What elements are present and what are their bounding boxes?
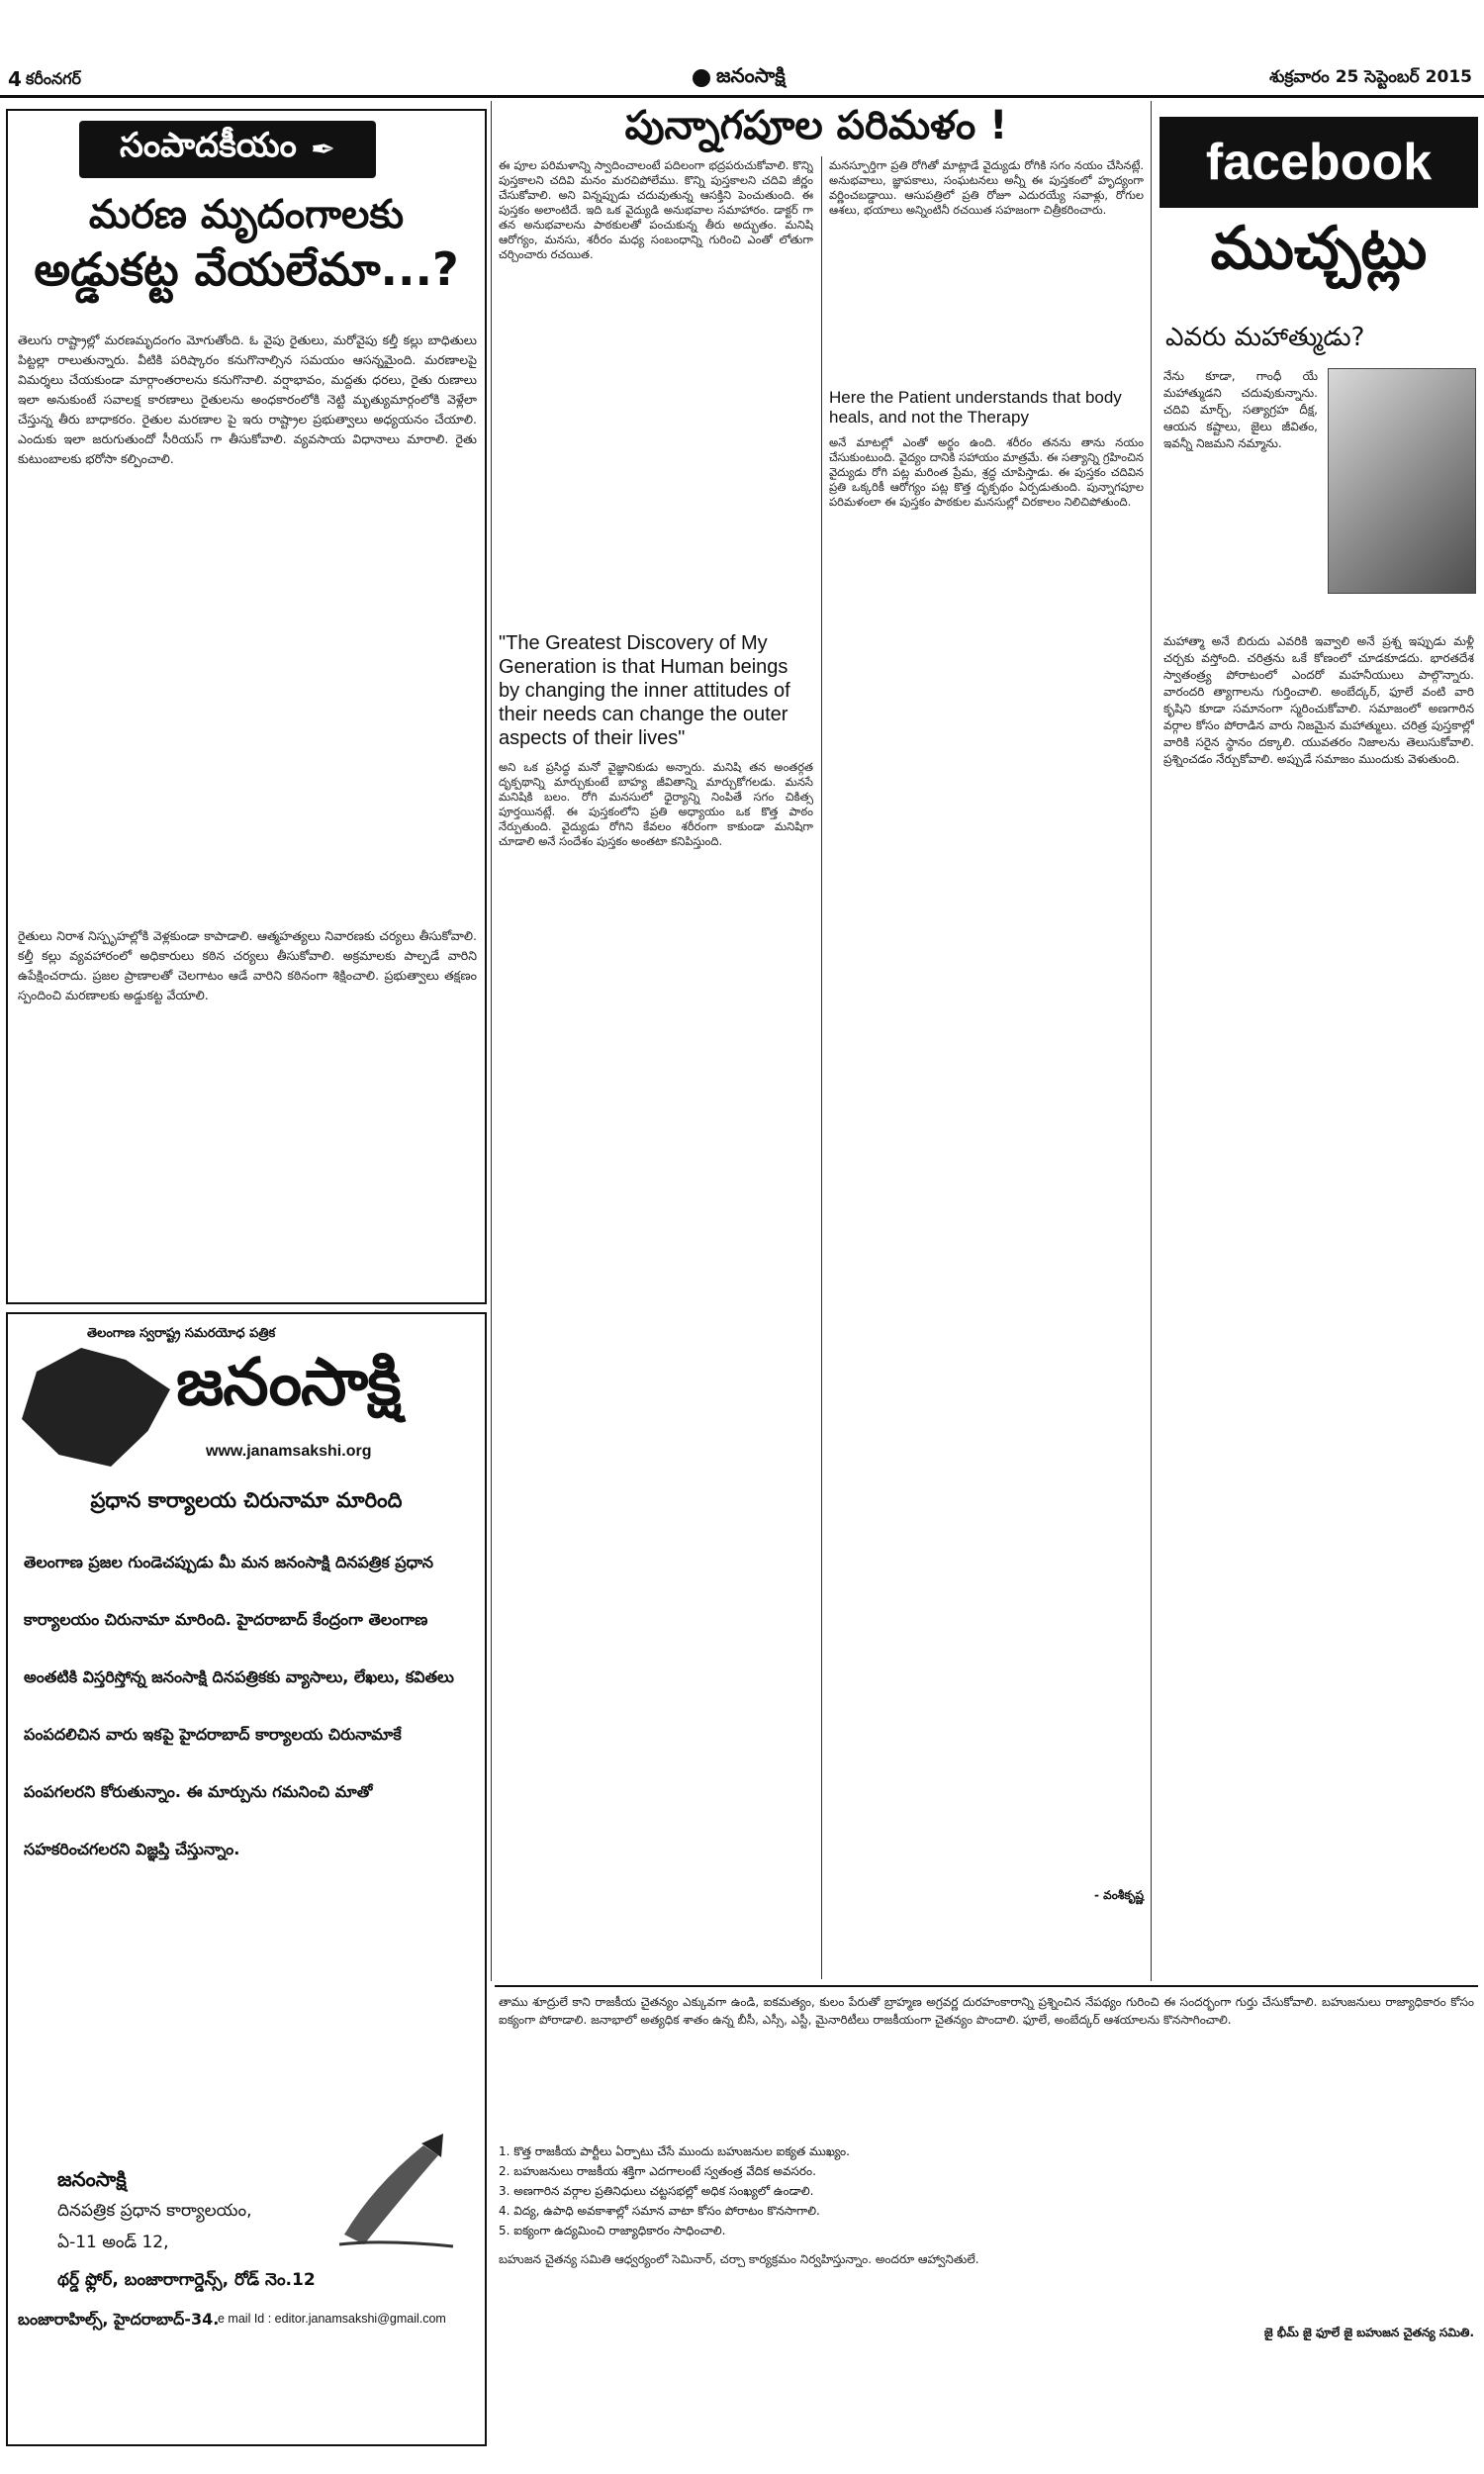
ad-address-line1: దినపత్రిక ప్రధాన కార్యాలయం, [57, 2201, 252, 2221]
address-change-ad [6, 1312, 487, 2446]
editorial-body-p1: తెలుగు రాష్ట్రాల్లో మరణమృదంగం మోగుతోంది. ఓ వైపు రైతులు, మరోవైపు కల్తీ కల్లు బాధితులు పిట్టల్లా రాలుతున్నారు. వీటికి పరిష్కారం కనుగొనాల్సిన సమయం ఆసన్నమైంది. మరణాలపై విమర్శలు చేయకుండా మార్గాంతరాలను కనుగొనాలి. వర్షాభావం, మద్దతు ధరలు, రైతు రుణాలు ఇలా అనుకుంటే సవాలక్ష కారణాలు రైతులను అంధకారంలోకి నెట్టి మృత్యుమార్గంలోకి వెళ్లేలా చేస్తున్న తీరు బాధాకరం. రైతుల మరణాల పై ఇరు రాష్ట్రాల ప్రభుత్వాలు అధ్యయనం చేయాలి. ఎందుకు ఇలా జరుగుతుందో సీరియస్ గా తీసుకోవాలి. వ్యవసాయ విధానాలు మారాలి. రైతు కుటుంబాలకు భరోసా కల్పించాలి. [18, 333, 477, 466]
right-subtitle: ఎవరు మహాత్ముడు? [1165, 323, 1365, 352]
center-col1-text: ఈ పూల పరిమళాన్ని స్వాదించాలంటే పదిలంగా భద్రపరుచుకోవాలి. కొన్ని పుస్తకాలని చదివి మనం మరచిపోలేము. కొన్ని పుస్తకాలని చదివి జీర్ణం చేసుకోవాలి. అని విన్నప్పుడు చదువుతున్న ఆసక్తిని పెంచుతుంది. ఈ పుస్తకం అలాంటిదే. ఇది ఒక వైద్యుడి అనుభవాల సమాహారం. డాక్టర్ గా తన అనుభవాలను పాఠకులతో పంచుకున్న తీరు అద్భుతం. మనిషి ఆరోగ్యం, మనసు, శరీరం మధ్య సంబంధాన్ని గురించి ఎంతో లోతుగా చర్చించారు రచయిత. [499, 158, 813, 261]
issue-date: శుక్రవారం 25 సెప్టెంబర్ 2015 [1269, 67, 1472, 87]
column-rule-left [491, 101, 492, 1981]
center-col1-text2: అని ఒక ప్రసిద్ధ మనో వైజ్ఞానికుడు అన్నారు. మనిషి తన అంతర్గత దృక్పథాన్ని మార్చుకుంటే బాహ్య జీవితాన్ని మార్చుకోగలడు. మనసే మనిషికి బలం. రోగి మనసులో ధైర్యాన్ని నింపితే సగం చికిత్స పూర్తయినట్లే. ఈ పుస్తకంలోని ప్రతి అధ్యాయం ఒక కొత్త పాఠం నేర్పుతుంది. వైద్యుడు రోగిని కేవలం శరీరంగా కాకుండా మనిషిగా చూడాలి అనే సందేశం పుస్తకం అంతటా కనిపిస్తుంది. [499, 760, 813, 848]
editorial-body-p2: రైతులు నిరాశ నిస్పృహల్లోకి వెళ్లకుండా కాపాడాలి. ఆత్మహత్యలు నివారణకు చర్యలు తీసుకోవాలి. కల్తీ కల్లు వ్యవహారంలో అధికారులు కఠిన చర్యలు తీసుకోవాలి. అక్రమాలకు పాల్పడే వారిని ఉపేక్షించరాదు. ప్రజల ప్రాణాలతో చెలగాటం ఆడే వారిని కఠినంగా శిక్షించాలి. ప్రభుత్వాలు తక్షణం స్పందించి మరణాలకు అడ్డుకట్ట వేయాలి. [18, 928, 477, 1002]
bottom-article [499, 1993, 1474, 2458]
header-rule [0, 95, 1484, 98]
column-rule-right [1151, 101, 1152, 1981]
telangana-map-icon [22, 1348, 170, 1467]
editorial-headline-line1: మరణ మృదంగాలకు [88, 192, 405, 238]
center-quote-1: "The Greatest Discovery of My Generation is that Human beings by changing the inner attitudes of their needs can change the outer aspects of their lives" [499, 632, 790, 749]
column-rule-middle [821, 156, 822, 1979]
section-name: కరీంనగర్ [26, 69, 82, 88]
pen-icon: ✒ [310, 132, 335, 167]
editorial-box [6, 109, 487, 1304]
ad-email[interactable]: e mail Id : editor.janamsakshi@gmail.com [218, 2312, 446, 2326]
right-intro-text: నేను కూడా, గాంధీ యే మహాత్ముడని చదువుకున్నాను. చదివి మార్చ్, సత్యాగ్రహ దీక్ష, ఆయన కష్టాలు, జైలు జీవితం, ఇవన్నీ నిజమని నమ్మాను. [1163, 369, 1318, 450]
ad-logo: జనంసాక్షి [176, 1344, 401, 1420]
list-item: 4. విద్య, ఉపాధి అవకాశాల్లో సమాన వాటా కోసం పోరాటం కొనసాగాలి. [499, 2204, 820, 2218]
bottom-signature: జై భీమ్ జై ఫూలే జై బహుజన చైతన్య సమితి. [1263, 2326, 1474, 2339]
center-column-2 [829, 158, 1144, 1979]
page-number: 4 [8, 67, 22, 91]
facebook-banner [1159, 117, 1478, 208]
editorial-banner [79, 121, 376, 178]
center-col2-text: మనస్ఫూర్తిగా ప్రతి రోగితో మాట్లాడే వైద్యుడు రోగికి సగం నయం చేసినట్లే. అనుభవాలు, జ్ఞాపకాలు, సంఘటనలు అన్నీ ఈ పుస్తకంలో హృద్యంగా వర్ణించబడ్డాయి. ఆసుపత్రిలో ప్రతి రోజూ ఎదురయ్యే సవాళ్లు, రోగుల ఆశలు, భయాలు అన్నింటినీ రచయిత సహజంగా చిత్రీకరించారు. [829, 158, 1144, 217]
ad-sign: జనంసాక్షి [57, 2167, 127, 2191]
center-quote-2: Here the Patient understands that body heals, and not the Therapy [829, 388, 1122, 427]
center-byline: - వంశీకృష్ణ [1094, 1888, 1144, 1902]
list-item: 3. అణగారిన వర్గాల ప్రతినిధులు చట్టసభల్లో అధిక సంఖ్యలో ఉండాలి. [499, 2184, 814, 2198]
center-col2-text2: అనే మాటల్లో ఎంతో అర్థం ఉంది. శరీరం తనను తాను నయం చేసుకుంటుంది. వైద్యం దానికి సహాయం మాత్రమే. ఈ సత్యాన్ని గ్రహించిన వైద్యుడు రోగి పట్ల మరింత ప్రేమ, శ్రద్ధ చూపిస్తాడు. ఈ పుస్తకం చదివిన ప్రతి ఒక్కరికీ ఆరోగ్యం పట్ల కొత్త దృక్పథం ఏర్పడుతుంది. పున్నాగపూల పరిమళంలా ఈ పుస్తకం పాఠకుల మనసుల్లో చిరకాలం నిలిచిపోతుంది. [829, 435, 1144, 509]
ad-title: ప్రధాన కార్యాలయ చిరునామా మారింది [90, 1488, 403, 1512]
center-column-1 [499, 158, 813, 1979]
bottom-rule [495, 1985, 1478, 1987]
editorial-headline-line2: అడ్డుకట్ట వేయలేమా...? [34, 242, 459, 296]
author-photo [1328, 368, 1476, 594]
masthead-title: జనంసాక్షి [716, 63, 786, 87]
list-item: 2. బహుజనులు రాజకీయ శక్తిగా ఎదగాలంటే స్వతంత్ర వేదిక అవసరం. [499, 2164, 816, 2178]
ad-address-line3: థర్డ్ ఫ్లోర్, బంజారాగార్డెన్స్, రోడ్ నెం.12 [57, 2270, 316, 2290]
right-title: ముచ్చట్లు [1210, 214, 1428, 283]
facebook-logo: facebook [1205, 134, 1433, 191]
ad-address-line2: ఏ-11 అండ్ 12, [57, 2233, 169, 2252]
editorial-banner-label: సంపాదకీయం [119, 126, 297, 165]
bottom-points-list [499, 2141, 1474, 2240]
masthead-emblem-icon [693, 69, 710, 87]
ad-website-link[interactable]: www.janamsakshi.org [206, 1443, 372, 1460]
bottom-closing-text: బహుజన చైతన్య సమితి ఆధ్వర్యంలో సెమినార్, చర్చా కార్యక్రమం నిర్వహిస్తున్నాం. అందరూ ఆహ్వానితులే. [499, 2252, 979, 2266]
ad-tagline: తెలంగాణ స్వరాష్ట్ర సమరయోధ పత్రిక [87, 1326, 276, 1341]
list-item: 1. కొత్త రాజకీయ పార్టీలు ఏర్పాటు చేసే ముందు బహుజనుల ఐక్యత ముఖ్యం. [499, 2144, 850, 2158]
right-body-text: మహాత్మా అనే బిరుదు ఎవరికి ఇవ్వాలి అనే ప్రశ్న ఇప్పుడు మళ్లీ చర్చకు వస్తోంది. చరిత్రను ఒకే కోణంలో చూడకూడదు. భారతదేశ స్వాతంత్ర్య పోరాటంలో ఎందరో మహనీయులు పాల్గొన్నారు. వారందరి త్యాగాలను గుర్తించాలి. అంబేద్కర్, ఫూలే వంటి వారి కృషిని కూడా సమానంగా స్మరించుకోవాలి. సమాజంలో అణగారిన వర్గాల కోసం పోరాడిన వారు నిజమైన మహాత్ములు. చరిత్ర పుస్తకాల్లో వారికి సరైన స్థానం దక్కాలి. యువతరం నిజాలను తెలుసుకోవాలి. ప్రశ్నించడం నేర్చుకోవాలి. అప్పుడే సమాజం ముందుకు వెళుతుంది. [1163, 634, 1474, 766]
list-item: 5. ఐక్యంగా ఉద్యమించి రాజ్యాధికారం సాధించాలి. [499, 2224, 726, 2237]
masthead [693, 63, 786, 92]
ad-address-line4: బంజారాహిల్స్, హైదరాబాద్-34. [18, 2310, 220, 2329]
writing-hand-icon [334, 2126, 463, 2254]
center-headline: పున్నాగపూల పరిమళం ! [624, 103, 1008, 148]
ad-message: తెలంగాణ ప్రజల గుండెచప్పుడు మీ మన జనంసాక్షి దినపత్రిక ప్రధాన కార్యాలయం చిరునామా మారింది. హైదరాబాద్ కేంద్రంగా తెలంగాణ అంతటికి విస్తరిస్తోన్న జనంసాక్షి దినపత్రికకు వ్యాసాలు, లేఖలు, కవితలు పంపదలిచిన వారు ఇకపై హైదరాబాద్ కార్యాలయ చిరునామాకే పంపగలరని కోరుతున్నాం. ఈ మార్పును గమనించి మాతో సహకరించగలరని విజ్ఞప్తి చేస్తున్నాం. [24, 1553, 454, 1858]
bottom-article-text: తాము శూద్రులే కాని రాజకీయ చైతన్యం ఎక్కువగా ఉండి, ఐకమత్యం, కులం పేరుతో బ్రాహ్మణ అగ్రవర్ణ దురహంకారాన్ని ప్రశ్నించిన నేపథ్యం గురించి ఈ సందర్భంగా గుర్తు చేసుకోవాలి. బహుజనులు రాజ్యాధికారం కోసం ఐక్యంగా పోరాడాలి. జనాభాలో అత్యధిక శాతం ఉన్న బీసీ, ఎస్సీ, ఎస్టీ, మైనారిటీలు రాజకీయంగా చైతన్యం పొందాలి. ఫూలే, అంబేద్కర్ ఆశయాలను కొనసాగించాలి. [499, 1995, 1474, 2027]
